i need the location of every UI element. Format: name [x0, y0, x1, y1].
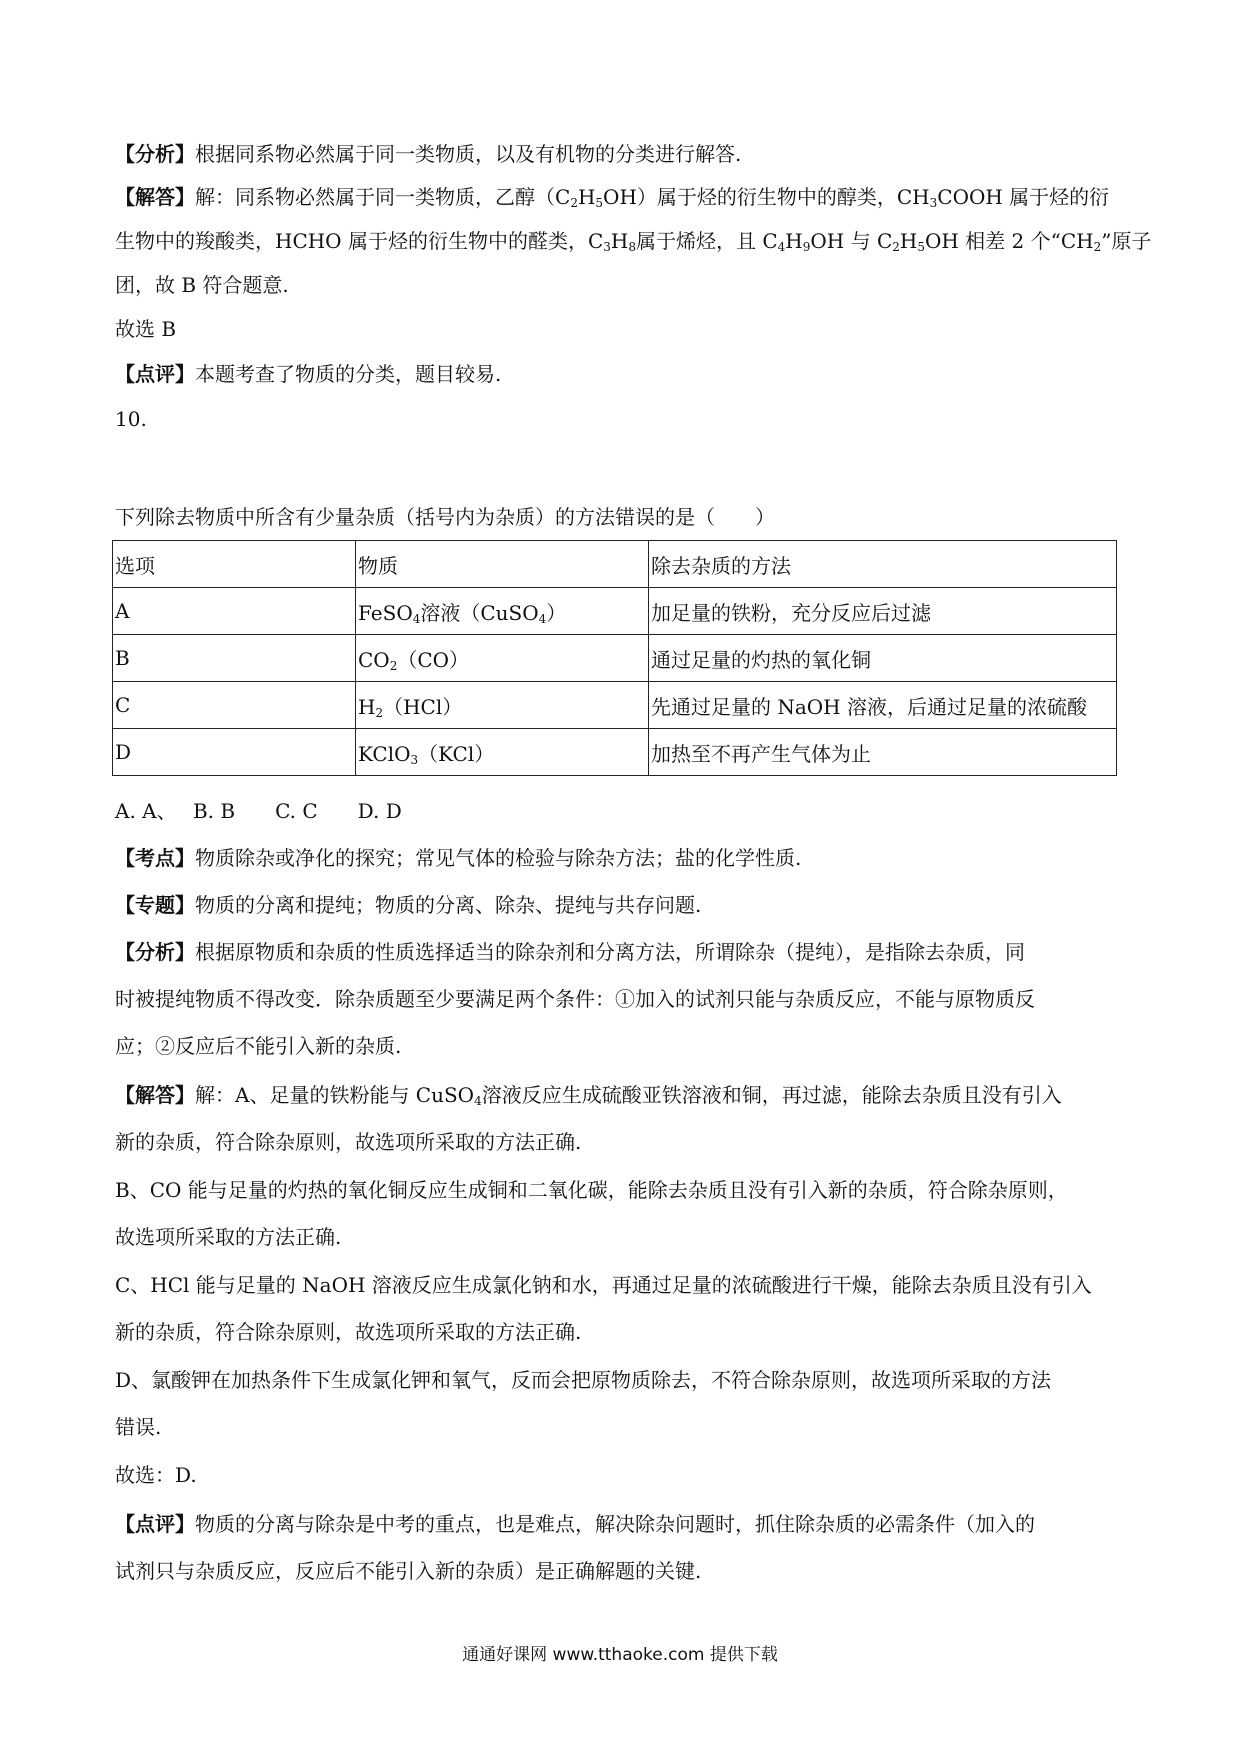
table-header-row	[113, 541, 1117, 588]
kaodian: 【考点】物质除杂或净化的探究；常见气体的检验与除杂方法；盐的化学性质.	[115, 846, 802, 870]
header-method: 除去杂质的方法	[649, 541, 1117, 588]
prev-answer-line-2: 生物中的羧酸类，HCHO 属于烃的衍生物中的醛类，$C_3H_8$属于烯烃，且 $C_4H_9OH$ 与 $C_2H_5OH$ 相差 2 个“$CH_2$”原子	[115, 229, 1152, 254]
answer-c-line-1: C、HCl 能与足量的 NaOH 溶液反应生成氯化钠和水，再通过足量的浓硫酸进行干燥，能除去杂质且没有引入	[115, 1273, 1092, 1297]
answer-options: A. A、 B. B C. C D. D	[115, 799, 402, 823]
footer-credit: 通通好课网 www.tthaoke.com 提供下载	[462, 1645, 778, 1665]
options-table	[112, 540, 1117, 776]
answer-d-line-1: D、氯酸钾在加热条件下生成氯化钾和氧气，反而会把原物质除去，不符合除杂原则，故选项所采取的方法	[115, 1368, 1052, 1392]
analysis-line-1: 【分析】根据原物质和杂质的性质选择适当的除杂剂和分离方法，所谓除杂（提纯），是指除去杂质，同	[115, 940, 1025, 964]
analysis-tag: 【分析】	[115, 142, 195, 166]
analysis-line-2: 时被提纯物质不得改变．除杂质题至少要满足两个条件：①加入的试剂只能与杂质反应，不能与原物质反	[115, 987, 1035, 1011]
prev-answer-line-1: 【解答】解：同系物必然属于同一类物质，乙醇$(C_2H_5OH)$属于烃的衍生物中的醇类，$CH_3COOH$ 属于烃的衍	[115, 185, 1110, 210]
analysis-tag: 【分析】	[115, 940, 195, 964]
answer-b-line-1: B、CO 能与足量的灼热的氧化铜反应生成铜和二氧化碳，能除去杂质且没有引入新的杂质，符合除杂原则，	[115, 1178, 1068, 1202]
prev-answer-line-3: 团，故 B 符合题意.	[115, 273, 289, 297]
answer-tag: 【解答】	[115, 185, 195, 209]
zhuanti-tag: 【专题】	[115, 893, 195, 917]
header-substance: 物质	[356, 541, 649, 588]
table-row: C $H_2(HCl)$ 先通过足量的 NaOH 溶液，后通过足量的浓硫酸	[113, 682, 1117, 729]
table-row: B $CO_2(CO)$ 通过足量的灼热的氧化铜	[113, 635, 1117, 682]
table-row: A FeSO$_4$溶液（CuSO$_4$） 加足量的铁粉，充分反应后过滤	[113, 588, 1117, 635]
question-stem: 下列除去物质中所含有少量杂质（括号内为杂质）的方法错误的是（ ）	[115, 505, 775, 529]
comment-line-2: 试剂只与杂质反应，反应后不能引入新的杂质）是正确解题的关键.	[115, 1559, 702, 1583]
prev-comment: 【点评】本题考查了物质的分类，题目较易.	[115, 362, 502, 386]
analysis-line-3: 应；②反应后不能引入新的杂质.	[115, 1034, 402, 1058]
zhuanti: 【专题】物质的分离和提纯；物质的分离、除杂、提纯与共存问题.	[115, 893, 702, 917]
question-number: 10.	[115, 407, 147, 431]
answer-c-line-2: 新的杂质，符合除杂原则，故选项所采取的方法正确.	[115, 1320, 582, 1344]
comment-tag: 【点评】	[115, 1512, 195, 1536]
answer-tag: 【解答】	[115, 1083, 195, 1107]
final-choice: 故选：D.	[115, 1463, 197, 1487]
answer-a-line-2: 新的杂质，符合除杂原则，故选项所采取的方法正确.	[115, 1130, 582, 1154]
comment-tag: 【点评】	[115, 362, 195, 386]
prev-choice: 故选 B	[115, 317, 177, 341]
answer-b-line-2: 故选项所采取的方法正确.	[115, 1225, 342, 1249]
comment-line-1: 【点评】物质的分离与除杂是中考的重点，也是难点，解决除杂问题时，抓住除杂质的必需条件（加入的	[115, 1512, 1035, 1536]
prev-analysis: 【分析】根据同系物必然属于同一类物质，以及有机物的分类进行解答.	[115, 142, 742, 166]
answer-d-line-2: 错误.	[115, 1415, 162, 1439]
table-row: D KClO$_3$（KCl） 加热至不再产生气体为止	[113, 729, 1117, 776]
header-option: 选项	[113, 541, 356, 588]
answer-a-line-1: 【解答】解：A、足量的铁粉能与 CuSO$_4$溶液反应生成硫酸亚铁溶液和铜，再过滤，能除去杂质且没有引入	[115, 1083, 1062, 1108]
kaodian-tag: 【考点】	[115, 846, 195, 870]
